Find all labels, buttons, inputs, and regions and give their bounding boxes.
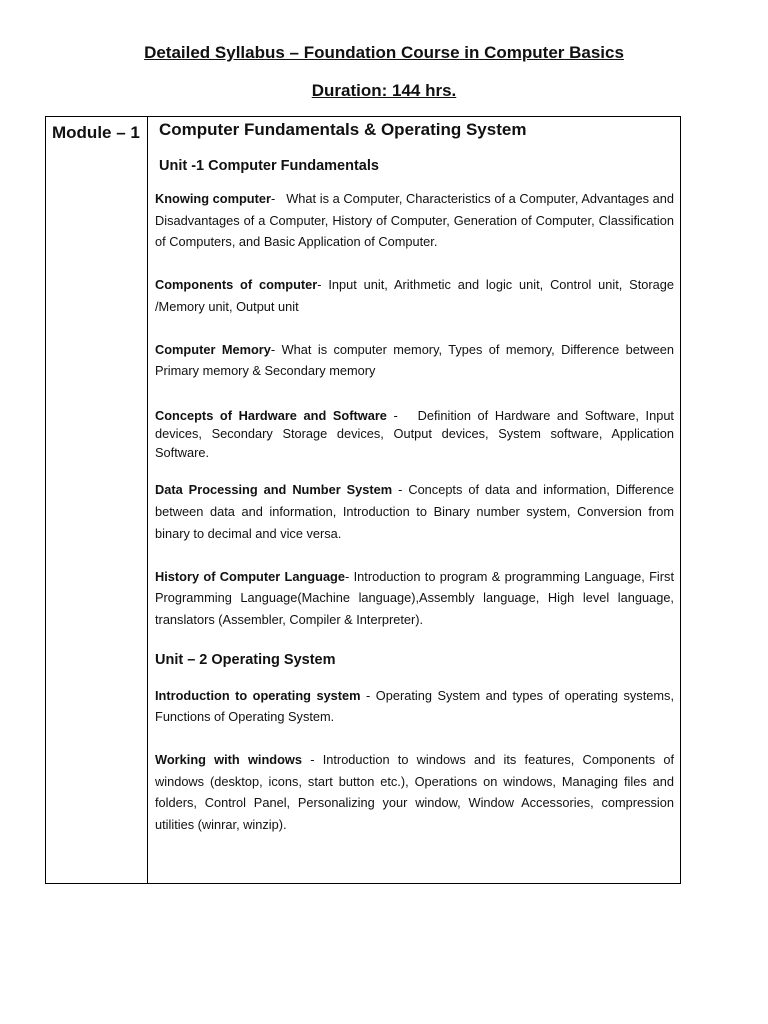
- module-label: Module – 1: [46, 117, 148, 883]
- topic-components-of-computer: [155, 274, 674, 317]
- topic-sep: -: [360, 687, 376, 703]
- topic-desc: Introduction to program & programming Language, First Programming Language(Machine language),Assembly language, High level language, translators (Assembler, Compiler & Interpreter).: [155, 568, 674, 627]
- unit-1-heading: Unit -1 Computer Fundamentals: [159, 158, 379, 174]
- topic-sep: -: [270, 191, 287, 206]
- document-duration: Duration: 144 hrs.: [311, 81, 457, 100]
- module-table: [45, 116, 681, 884]
- topic-term: Computer Memory: [155, 341, 271, 357]
- module-heading: Computer Fundamentals & Operating System: [159, 120, 527, 139]
- topic-desc: Definition of Hardware and Software, Input devices, Secondary Storage devices, Output devices, System software, Application Software.: [155, 407, 674, 460]
- topic-sep: -: [302, 752, 323, 768]
- topic-sep: -: [270, 341, 282, 357]
- topic-term: Concepts of Hardware and Software: [155, 407, 387, 423]
- topic-term: Components of computer: [155, 277, 318, 293]
- topic-working-with-windows: [155, 749, 674, 836]
- module-content: [148, 117, 680, 883]
- topic-term: History of Computer Language: [155, 568, 345, 584]
- topic-term: Introduction to operating system: [155, 687, 361, 703]
- topic-sep: -: [345, 568, 354, 584]
- topic-computer-memory: [155, 339, 674, 382]
- topic-desc: What is computer memory, Types of memory, Difference between Primary memory & Secondary memory: [155, 341, 674, 379]
- topic-term: Working with windows: [155, 752, 302, 768]
- topic-desc: Concepts of data and information, Difference between data and information, Introduction to Binary number system, Conversion from binary to decimal and vice versa.: [155, 482, 675, 541]
- topic-hardware-software: [155, 407, 674, 463]
- topic-sep: -: [317, 277, 329, 293]
- topic-desc: Operating System and types of operating systems, Functions of Operating System.: [155, 687, 674, 725]
- topic-knowing-computer: [155, 188, 674, 253]
- topic-data-processing: [155, 479, 674, 544]
- topic-desc: What is a Computer, Characteristics of a Computer, Advantages and Disadvantages of a Computer, History of Computer, Generation of Computer, Classification of Computers, and Basic Application of Computer.: [155, 191, 674, 250]
- topic-term: Knowing computer: [155, 191, 271, 206]
- unit-2-heading: Unit – 2 Operating System: [155, 651, 336, 668]
- topic-desc: Introduction to windows and its features, Components of windows (desktop, icons, start button etc.), Operations on windows, Managing files and folders, Control Panel, Personalizing your window, Window Accessories, compression utilities (winrar, winzip).: [155, 752, 674, 833]
- topic-desc: Input unit, Arithmetic and logic unit, Control unit, Storage /Memory unit, Output unit: [155, 277, 674, 314]
- topic-operating-system-intro: [155, 685, 674, 728]
- topic-sep: -: [386, 407, 418, 423]
- topic-sep: -: [392, 482, 409, 498]
- topic-term: Data Processing and Number System: [155, 482, 393, 498]
- topic-computer-language: [155, 566, 674, 631]
- document-title: Detailed Syllabus – Foundation Course in Computer Basics: [144, 43, 624, 62]
